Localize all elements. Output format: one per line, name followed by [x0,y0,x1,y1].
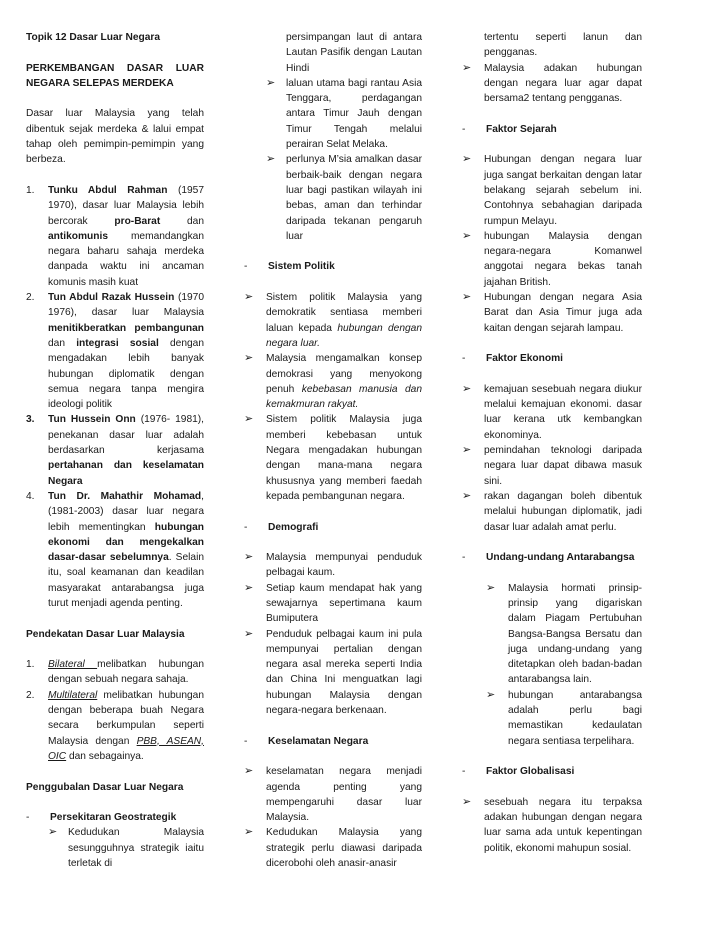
bullet-item: ➢ Setiap kaum mendapat hak yang sewajarnya sepertimana kaum Bumiputera [244,581,422,625]
arrow-bullet-icon: ➢ [244,581,254,594]
column-right [462,30,642,856]
list-item: 1. Bilateral melibatkan hubungan dengan sebuah negara sahaja. [26,659,204,686]
bullet-item: ➢ Kedudukan Malaysia yang strategik perlu diawasi daripada dicerobohi oleh anasir-anasir [244,826,422,870]
approach-heading: Pendekatan Dasar Luar Malaysia [26,628,185,640]
leader-name: Tun Hussein Onn [48,414,136,426]
arrow-bullet-icon: ➢ [462,444,472,457]
bullet-item: ➢ Malaysia mempunyai penduduk pelbagai kaum. [244,551,422,579]
leader-name: Tun Abdul Razak Hussein [48,292,175,304]
factor-heading: - Faktor Sejarah [462,123,557,135]
arrow-bullet-icon: ➢ [462,291,472,304]
bullet-item: ➢ sesebuah negara itu terpaksa adakan hubungan dengan negara luar sama ada untuk kepentingan politik, ekonomi mahupun sosial. [462,795,642,854]
intro-paragraph: Dasar luar Malaysia yang telah dibentuk sejak merdeka & lalui empat tahap oleh pemimpin-pemimpin yang berbeza. [26,108,204,166]
arrow-bullet-icon: ➢ [486,581,496,594]
arrow-bullet-icon: ➢ [244,627,254,640]
arrow-bullet-icon: ➢ [266,76,276,89]
column-middle [244,30,422,871]
list-item: 1. Tunku Abdul Rahman (1957 1970), dasar luar Malaysia lebih bercorak pro-Barat dan antikomunis memandangkan negara baharu sahaja merdeka danpada waktu ini ancaman komunis masih kuat [26,184,204,288]
column-left [26,30,204,871]
factor-heading: - Demografi [244,521,319,533]
arrow-bullet-icon: ➢ [462,61,472,74]
bullet-item: ➢ pemindahan teknologi daripada negara luar dapat dibawa masuk sini. [462,444,642,487]
arrow-bullet-icon: ➢ [462,153,472,166]
bullet-item: ➢ laluan utama bagi rantau Asia Tenggara, perdagangan antara Timur Jauh dengan Timur Tengah melalui perairan Selat Melaka. [266,76,422,151]
bullet-item: ➢ rakan dagangan boleh dibentuk melalui hubungan diplomatik, jadi dasar luar adalah amat perlu. [462,489,642,533]
list-item: 4. Tun Dr. Mahathir Mohamad, (1981-2003) dasar luar negara lebih mementingkan hubungan ekonomi dan mengekalkan dasar-dasar sebelumnya. Selain itu, soal keamanan dan keadilan masyarakat antarabangsa juga turut menjadi agenda penting. [26,490,204,609]
list-item: 3. Tun Hussein Onn (1976- 1981), penekanan dasar luar adalah berdasarkan kerjasama pertahanan dan keselamatan Negara [26,414,205,487]
arrow-bullet-icon: ➢ [266,153,276,166]
arrow-bullet-icon: ➢ [244,413,254,426]
factor-heading: - Sistem Politik [244,261,335,273]
bullet-item: ➢ keselamatan negara menjadi agenda penting yang mempengaruhi dasar luar Malaysia. [244,765,422,824]
bullet-continuation: tertentu seperti lanun dan pengganas. [484,32,642,59]
factor-heading: - Persekitaran Geostrategik [26,812,177,824]
arrow-bullet-icon: ➢ [244,765,254,778]
list-item: 2. Multilateral melibatkan hubungan dengan beberapa buah Negara secara berkumpulan seperti Malaysia dengan PBB, ASEAN, OIC dan sebagainya. [26,689,204,762]
formulation-heading: Penggubalan Dasar Luar Negara [26,781,184,793]
bullet-item: ➢ hubungan Malaysia dengan negara-negara Komanwel anggotai negara bekas tanah jajahan British. [462,229,642,288]
bullet-item: ➢ Sistem politik Malaysia juga memberi kebebasan untuk Negara mengadakan hubungan dengan mana-mana negara khususnya yang memberi faedah kepada pembangunan negara. [244,413,422,502]
section-heading: PERKEMBANGAN DASAR LUAR NEGARA SELEPAS MERDEKA [26,62,204,89]
bullet-item: ➢ Malaysia hormati prinsip-prinsip yang digariskan dalam Piagam Pertubuhan Bangsa-Bangsa Bersatu dan juga undang-undang yang ditetapkan oleh badan-badan antarabangsa lain. [486,581,642,686]
bullet-item: ➢ Kedudukan Malaysia sesungguhnya strategik iaitu terletak di [48,826,204,870]
bullet-item: ➢ Malaysia adakan hubungan dengan negara luar agar dapat bersama2 tentang pengganas. [462,61,642,105]
bullet-item: ➢ Sistem politik Malaysia yang demokratik sentiasa memberi laluan kepada hubungan dengan negara luar. [244,291,423,349]
arrow-bullet-icon: ➢ [244,551,254,564]
arrow-bullet-icon: ➢ [244,291,254,304]
bullet-item: ➢ perlunya M’sia amalkan dasar berbaik-baik dengan negara luar bagi pastikan wilayah ini bebas, aman dan terhindar daripada tekanan pengaruh luar [266,153,422,242]
bullet-item: ➢ Penduduk pelbagai kaum ini pula mempunyai pertalian dengan negara asal mereka seperti India dan China Ini menguatkan lagi hubungan Malaysia dengan negara-negara berkenaan. [244,627,422,717]
factor-heading: - Faktor Ekonomi [462,353,563,365]
arrow-bullet-icon: ➢ [486,688,496,701]
list-item: 2. Tun Abdul Razak Hussein (1970 1976), dasar luar Malaysia menitikberatkan pembangunan dan integrasi sosial dengan mengadakan lebih banyak hubungan diplomatik dengan semua negara tanpa mengira ideologi politik [26,292,204,411]
arrow-bullet-icon: ➢ [48,826,58,839]
arrow-bullet-icon: ➢ [462,229,472,242]
arrow-bullet-icon: ➢ [462,382,472,395]
arrow-bullet-icon: ➢ [244,826,254,839]
bullet-item: ➢ Hubungan dengan negara luar juga sangat berkaitan dengan latar belakang sejarah sebelum ini. Contohnya sebahagian daripada rumpun Melayu. [462,153,642,227]
arrow-bullet-icon: ➢ [462,795,472,808]
bullet-continuation: persimpangan laut di antara Lautan Pasifik dengan Lautan Hindi [286,32,422,74]
arrow-bullet-icon: ➢ [462,489,472,502]
bullet-item: ➢ Hubungan dengan negara Asia Barat dan Asia Timur juga ada kaitan dengan sejarah lampau. [462,291,642,334]
leader-name: Tunku Abdul Rahman [48,184,168,196]
bullet-item: ➢ kemajuan sesebuah negara diukur melalui kemajuan ekonomi. dasar luar kerana utk kembangkan ekonominya. [462,382,642,441]
factor-heading: - Undang-undang Antarabangsa [462,552,635,564]
factor-heading: - Faktor Globalisasi [462,766,575,778]
bullet-item: ➢ Malaysia mengamalkan konsep demokrasi yang menyokong penuh kebebasan manusia dan kemakmuran rakyat. [244,352,422,411]
leader-name: Tun Dr. Mahathir Mohamad [48,490,202,502]
factor-heading: - Keselamatan Negara [244,735,369,747]
bullet-item: ➢ hubungan antarabangsa adalah perlu bagi memastikan kedaulatan negara sentiasa terpelihara. [486,688,642,747]
arrow-bullet-icon: ➢ [244,352,254,365]
topic-title: Topik 12 Dasar Luar Negara [26,32,160,43]
